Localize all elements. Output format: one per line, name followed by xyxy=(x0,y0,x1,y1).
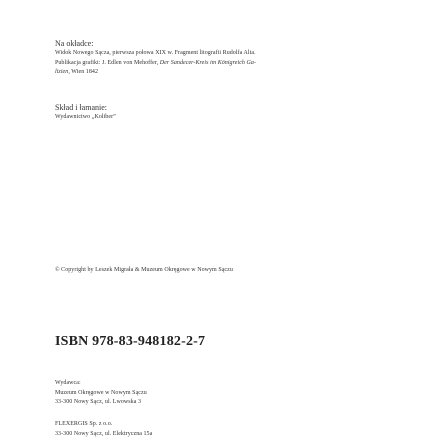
cover-credit-section xyxy=(55,38,395,78)
isbn-section xyxy=(55,334,395,350)
cover-line-2 xyxy=(55,59,395,69)
typesetting-heading: Skład i łamanie: xyxy=(55,103,107,112)
cover-line-3 xyxy=(55,68,395,78)
cover-line-1: Widok Nowego Sącza, pierwsza połowa XIX w. Fragment litografii Rudolfa Alta. xyxy=(55,50,256,56)
printer-name: FLEXERGIS Sp. z o.o. xyxy=(55,421,113,427)
isbn-number: ISBN 978-83-948182-2-7 xyxy=(55,334,206,349)
typesetting-section xyxy=(55,102,395,123)
copyright-text: © Copyright by Leszek Migrała & Muzeum Okręgowe w Nowym Sączu xyxy=(55,267,233,273)
typesetting-value: Wydawnictwo „Koliber” xyxy=(55,114,116,120)
copyright-section xyxy=(55,266,395,276)
printer-address: 33-300 Nowy Sącz, ul. Elektryczna 15a xyxy=(55,430,153,437)
cover-line-3-plain: , Wien 1842 xyxy=(68,69,99,75)
publisher-name: Muzeum Okręgowe w Nowym Sączu xyxy=(55,389,147,396)
publisher-section xyxy=(55,379,395,408)
cover-line-2-plain: Publikacja grafiki: J. Edlen von Mehoffer, xyxy=(55,59,160,66)
cover-heading: Na okładce: xyxy=(55,39,94,48)
cover-description xyxy=(55,49,395,78)
cover-line-2-italic: Der Sandecer-Kreis im Königreich Ga- xyxy=(159,59,256,66)
publisher-heading: Wydawca: xyxy=(55,380,81,386)
printer-section xyxy=(55,420,395,439)
cover-line-3-italic: lizien xyxy=(55,69,69,75)
publisher-address: 33-300 Nowy Sącz, ul. Lwowska 3 xyxy=(55,399,142,405)
